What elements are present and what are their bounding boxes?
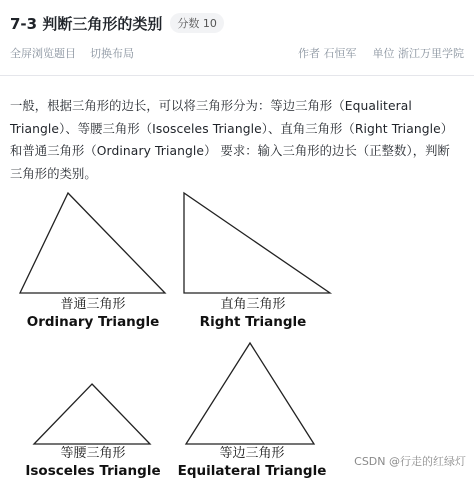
problem-title: 7-3 判断三角形的类别 — [10, 14, 163, 33]
author-info: 作者 石恒军 — [298, 47, 357, 60]
csdn-watermark: CSDN @行走的红绿灯 — [354, 455, 466, 468]
right-triangle-shape — [184, 193, 330, 293]
problem-toolbar — [10, 45, 464, 61]
ordinary-triangle-shape — [20, 193, 165, 293]
ordinary-triangle-cn: 普通三角形 — [60, 297, 126, 312]
unit-info: 单位 浙江万里学院 — [372, 47, 464, 60]
right-triangle-label — [178, 297, 328, 331]
equilateral-triangle-label — [167, 446, 337, 480]
problem-header — [10, 12, 464, 34]
isosceles-triangle-shape — [34, 384, 150, 444]
equilateral-triangle-shape — [186, 343, 314, 444]
switch-layout-link[interactable]: 切换布局 — [90, 47, 134, 60]
fullscreen-link[interactable]: 全屏浏览题目 — [10, 47, 76, 60]
triangle-drawings — [0, 185, 474, 477]
triangle-figure — [0, 185, 474, 477]
right-triangle-cn: 直角三角形 — [220, 297, 286, 312]
equilateral-triangle-cn: 等边三角形 — [219, 446, 285, 461]
equilateral-triangle-en: Equilateral Triangle — [177, 463, 327, 479]
isosceles-triangle-label — [13, 446, 173, 480]
ordinary-triangle-label — [18, 297, 168, 331]
isosceles-triangle-cn: 等腰三角形 — [60, 446, 126, 461]
isosceles-triangle-en: Isosceles Triangle — [25, 463, 161, 479]
right-triangle-en: Right Triangle — [199, 314, 307, 330]
score-badge: 分数 10 — [170, 13, 224, 33]
problem-statement: 一般，根据三角形的边长，可以将三角形分为：等边三角形（Equaliteral Triangle）、等腰三角形（Isosceles Triangle）、直角三角形（Right Triangle）和普通三角形（Ordinary Triangle） 要求：输入三角形的边长（正整数），判断三角形的类别。 — [10, 99, 454, 181]
header-divider — [0, 75, 474, 76]
ordinary-triangle-en: Ordinary Triangle — [26, 314, 160, 330]
